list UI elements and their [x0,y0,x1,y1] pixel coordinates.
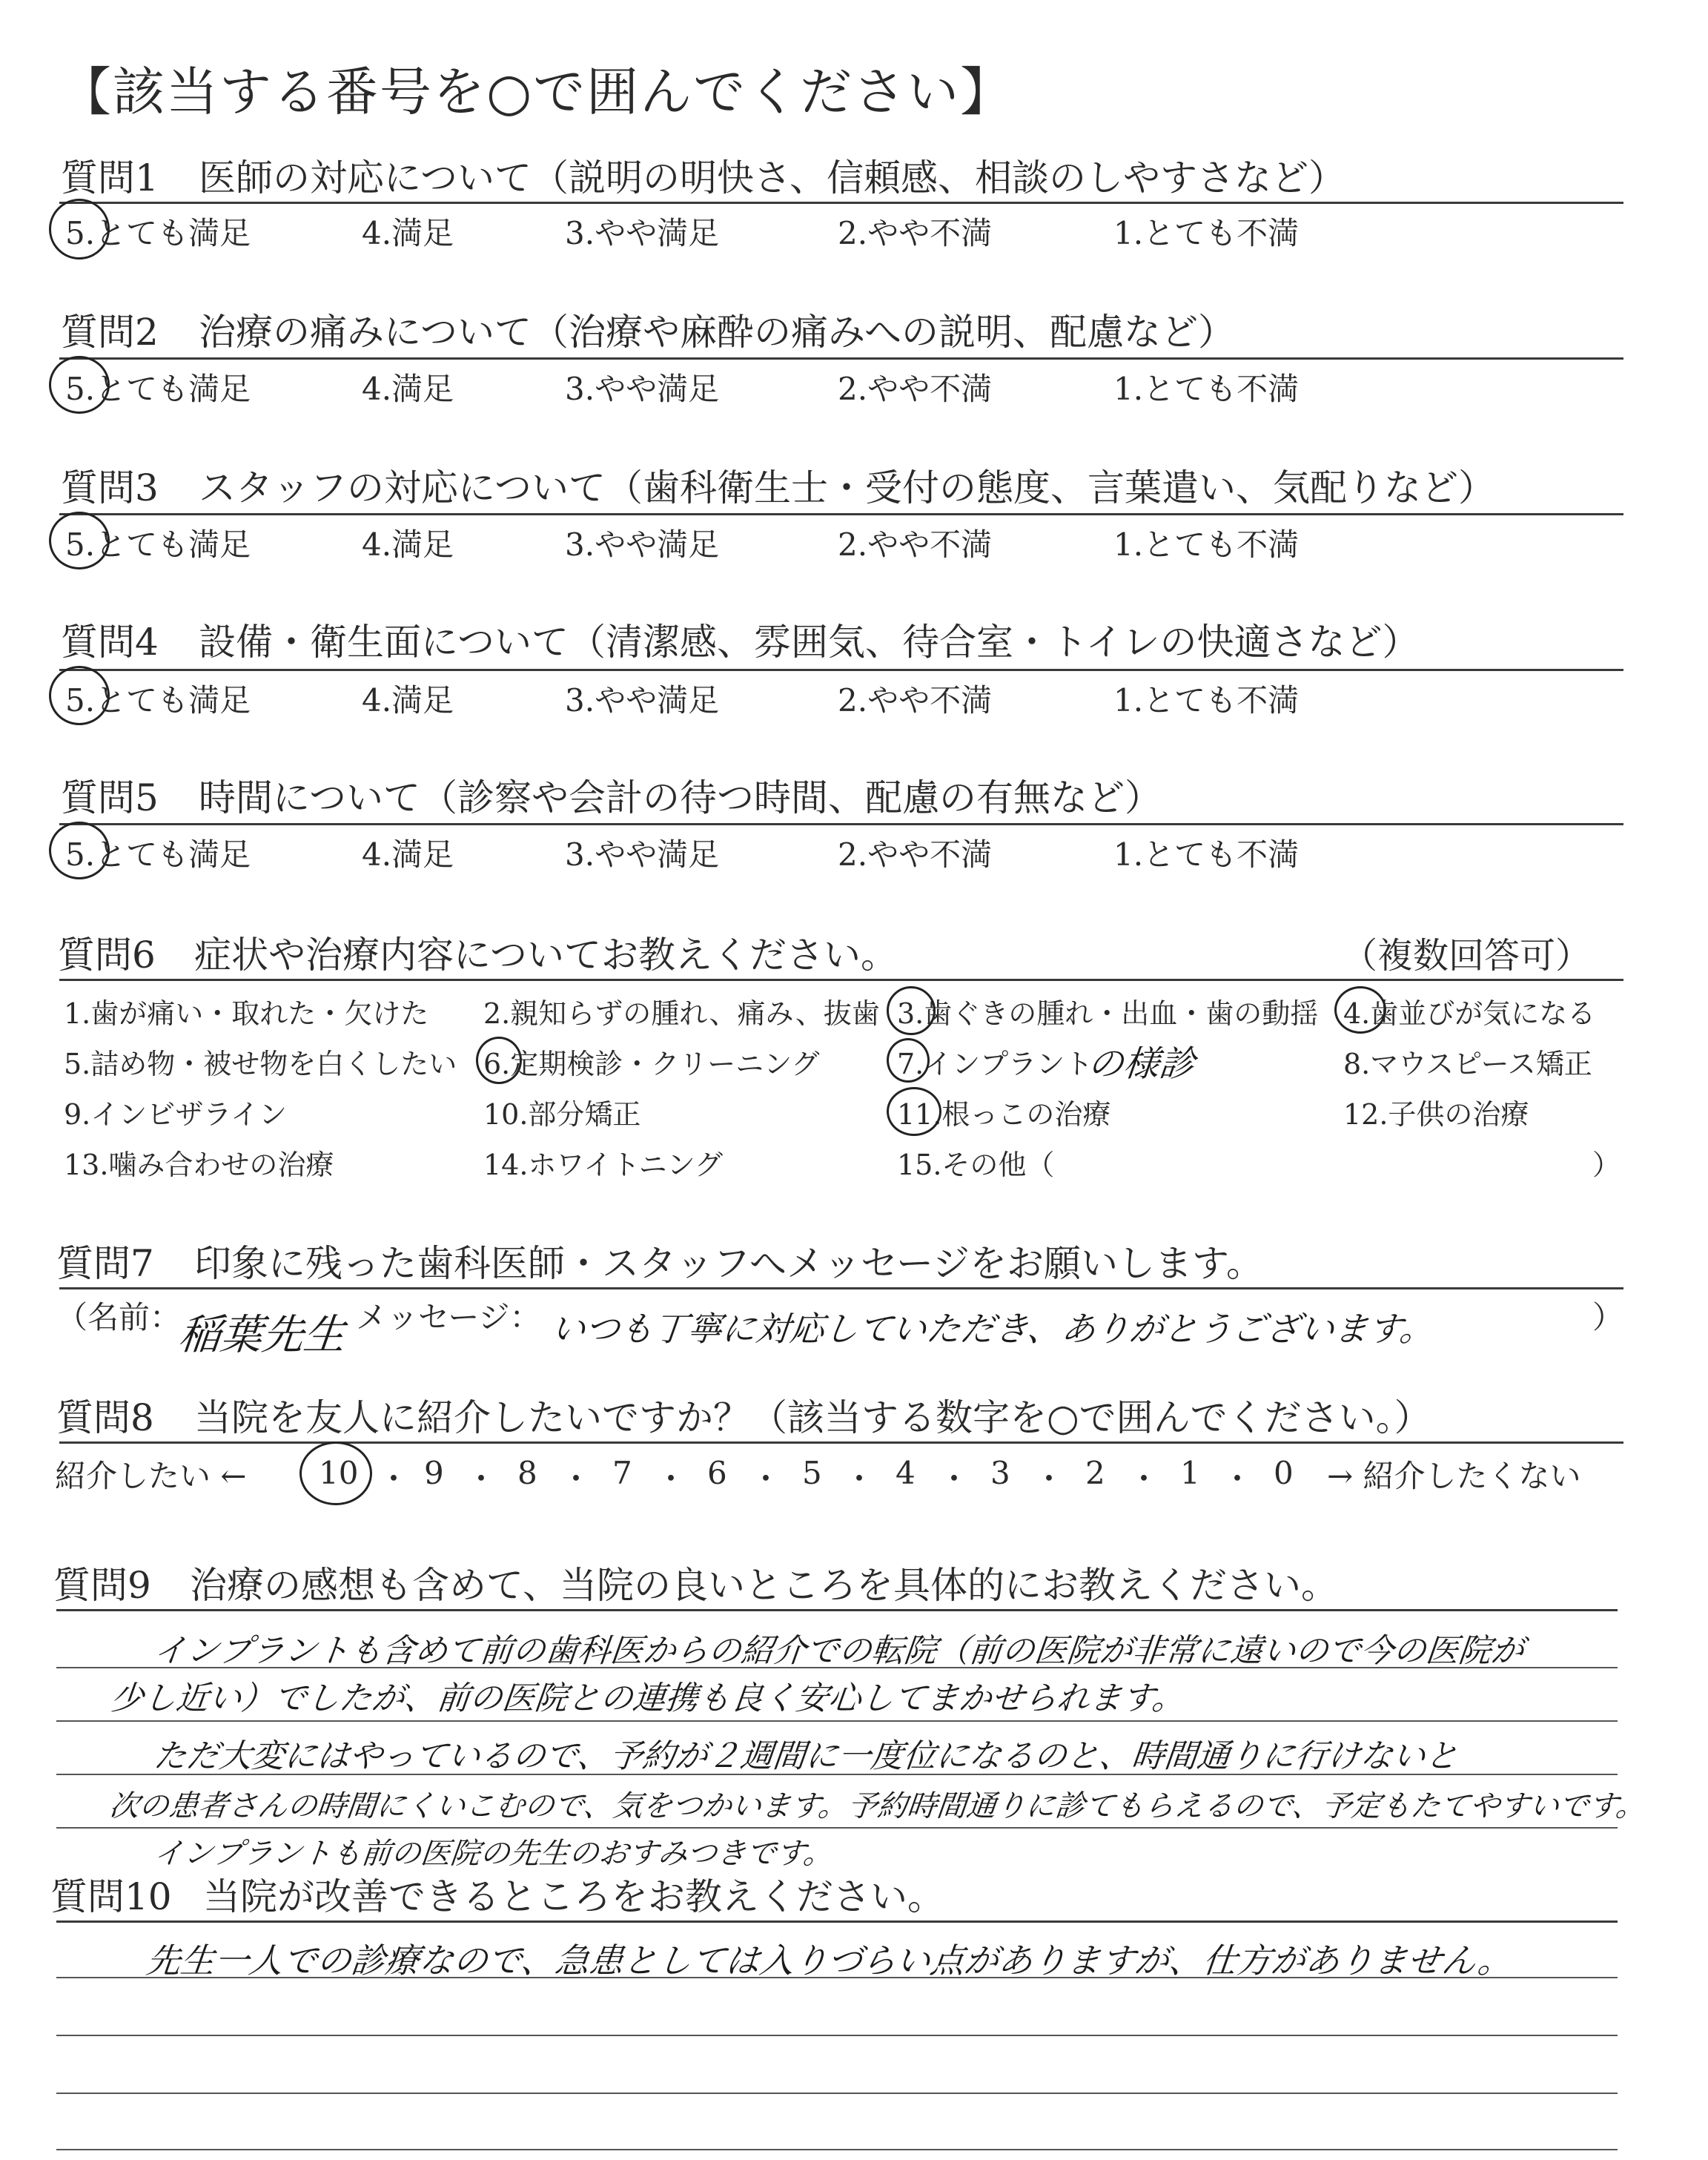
q9-label: 質問9 [53,1564,151,1607]
q7-text: 印象に残った歯科医師・スタッフへメッセージをお願いします。 [194,1242,1263,1285]
q3-selection-circle [49,512,110,569]
q3-option-3[interactable]: 3.やや満足 [565,526,720,563]
q5-option-5[interactable]: 5.とても満足 [65,836,251,873]
q6-option-14[interactable]: 14.ホワイトニング [483,1149,724,1181]
q6-selection-circle-7 [887,1038,930,1083]
q8-separator: ・ [655,1461,687,1497]
q8-selection-circle [299,1441,372,1505]
q10-text: 当院が改善できるところをお教えください。 [203,1875,944,1918]
q3-label: 質問3 [61,466,159,509]
q8-scale-8[interactable]: 8 [517,1455,537,1491]
q8-separator: ・ [378,1461,410,1497]
q8-separator: ・ [939,1461,970,1497]
q8-text: 当院を友人に紹介したいですか？（該当する数字を○で囲んでください。） [194,1396,1431,1439]
q4-selection-circle [49,666,110,725]
q4-option-4[interactable]: 4.満足 [362,682,454,719]
q6-selection-circle-6 [476,1037,522,1084]
q6-option-12[interactable]: 12.子供の治療 [1343,1098,1529,1131]
q8-separator: ・ [1033,1461,1065,1497]
q8-scale-0[interactable]: 0 [1274,1455,1294,1491]
q7-message-label: メッセージ： [356,1299,541,1335]
q8-label: 質問8 [56,1396,154,1439]
q8-scale-3[interactable]: 3 [990,1455,1010,1491]
q5-option-2[interactable]: 2.やや不満 [838,836,993,873]
q7-name-label: （名前： [56,1299,182,1335]
q1-label: 質問1 [61,156,159,199]
q8-scale-9[interactable]: 9 [424,1455,444,1491]
q7-label: 質問7 [56,1242,154,1285]
q8-separator: ・ [466,1461,497,1497]
q4-label: 質問4 [61,621,159,664]
q8-separator: ・ [1222,1461,1254,1497]
q6-option-11[interactable]: 11.根っこの治療 [897,1098,1111,1131]
q5-label: 質問5 [61,776,159,819]
q8-scale-10[interactable]: 10 [319,1455,359,1491]
q6-selection-circle-4 [1334,986,1386,1034]
q10-answer-line-1[interactable]: 先生一人での診療なので、急患としては入りづらい点がありますが、仕方がありません。 [144,1941,1515,1981]
q8-separator: ・ [560,1461,592,1497]
q8-separator: ・ [844,1461,875,1497]
q5-selection-circle [49,822,110,879]
q2-option-4[interactable]: 4.満足 [362,371,454,407]
q6-option-15[interactable]: 15.その他（ [897,1149,1055,1181]
q1-option-3[interactable]: 3.やや満足 [565,215,720,251]
q10-label: 質問10 [50,1875,172,1918]
q6-option-3[interactable]: 3.歯ぐきの腫れ・出血・歯の動揺 [897,997,1319,1030]
page-title: 【該当する番号を○で囲んでください】 [59,62,1014,122]
q2-option-3[interactable]: 3.やや満足 [565,371,720,407]
q6-option-15-close: ） [1592,1149,1621,1181]
q9-answer-line-4[interactable]: 次の患者さんの時間にくいこむので、気をつかいます。予約時間通りに診てもらえるので、予定もたてやすいです。 [107,1789,1648,1823]
q5-option-3[interactable]: 3.やや満足 [565,836,720,873]
q6-note: （複数回答可） [1342,935,1592,977]
q9-text: 治療の感想も含めて、当院の良いところを具体的にお教えください。 [190,1564,1338,1607]
q6-option-8[interactable]: 8.マウスピース矯正 [1343,1048,1592,1080]
q4-option-3[interactable]: 3.やや満足 [565,682,720,719]
q5-text: 時間について（診察や会計の待つ時間、配慮の有無など） [199,776,1162,819]
q8-scale-4[interactable]: 4 [896,1455,916,1491]
q7-name-value[interactable]: 稲葉先生 [176,1311,348,1359]
q5-option-1[interactable]: 1.とても不満 [1113,836,1300,873]
q6-option-7[interactable]: 7.インプラント [897,1048,1093,1080]
q6-option-2[interactable]: 2.親知らずの腫れ、痛み、抜歯 [483,997,880,1030]
q2-text: 治療の痛みについて（治療や麻酔の痛みへの説明、配慮など） [199,311,1235,354]
q4-option-1[interactable]: 1.とても不満 [1113,682,1300,719]
q6-option-4[interactable]: 4.歯並びが気になる [1343,997,1596,1030]
q8-scale-6[interactable]: 6 [707,1455,727,1491]
q7-message-value[interactable]: いつも丁寧に対応していただき、ありがとうございます。 [549,1309,1437,1349]
q1-option-1[interactable]: 1.とても不満 [1113,215,1300,251]
q6-option-1[interactable]: 1.歯が痛い・取れた・欠けた [64,997,429,1030]
q8-scale-5[interactable]: 5 [802,1455,822,1491]
q9-answer-line-1[interactable]: インプラントも含めて前の歯科医からの紹介での転院（前の医院が非常に遠いので今の医院が [151,1632,1526,1670]
q6-selection-circle-11 [887,1087,941,1136]
q8-separator: ・ [750,1461,782,1497]
q6-handwritten-note: の様診 [1085,1043,1197,1085]
q6-option-5[interactable]: 5.詰め物・被せ物を白くしたい [64,1048,457,1080]
q3-option-1[interactable]: 1.とても不満 [1113,526,1300,563]
q4-option-2[interactable]: 2.やや不満 [838,682,993,719]
q5-option-4[interactable]: 4.満足 [362,836,454,873]
q6-option-6[interactable]: 6.定期検診・クリーニング [483,1048,820,1080]
q3-option-5[interactable]: 5.とても満足 [65,526,251,563]
q1-selection-circle [49,199,110,260]
q2-label: 質問2 [61,311,159,354]
q1-text: 医師の対応について（説明の明快さ、信頼感、相談のしやすさなど） [199,156,1345,199]
q6-option-10[interactable]: 10.部分矯正 [483,1098,641,1131]
q6-text: 症状や治療内容についてお教えください。 [194,934,898,977]
q1-option-2[interactable]: 2.やや不満 [838,215,993,251]
q9-answer-line-3[interactable]: ただ大変にはやっているので、予約が２週間に一度位になるのと、時間通りに行けないと [151,1737,1460,1775]
q6-label: 質問6 [58,934,156,977]
q1-option-5[interactable]: 5.とても満足 [65,215,251,251]
q3-text: スタッフの対応について（歯科衛生士・受付の態度、言葉遣い、気配りなど） [199,466,1495,509]
q4-option-5[interactable]: 5.とても満足 [65,682,251,719]
q2-option-2[interactable]: 2.やや不満 [838,371,993,407]
q8-scale-2[interactable]: 2 [1085,1455,1105,1491]
q2-option-5[interactable]: 5.とても満足 [65,371,251,407]
q8-left-label: 紹介したい ← [55,1458,247,1494]
q8-right-label: → 紹介したくない [1327,1458,1581,1494]
q2-selection-circle [49,356,110,414]
q8-scale-1[interactable]: 1 [1180,1455,1200,1491]
q2-option-1[interactable]: 1.とても不満 [1113,371,1300,407]
q6-option-13[interactable]: 13.噛み合わせの治療 [64,1149,334,1181]
q6-option-9[interactable]: 9.インビザライン [64,1098,288,1131]
q9-answer-line-5[interactable]: インプラントも前の医院の先生のおすみつきです。 [152,1837,835,1871]
q3-option-4[interactable]: 4.満足 [362,526,454,563]
q3-option-2[interactable]: 2.やや不満 [838,526,993,563]
q9-answer-line-2[interactable]: 少し近い）でしたが、前の医院との連携も良く安心してまかせられます。 [108,1680,1187,1717]
q6-selection-circle-3 [887,986,936,1035]
q1-option-4[interactable]: 4.満足 [362,215,454,251]
q8-separator: ・ [1128,1461,1160,1497]
q4-text: 設備・衛生面について（清潔感、雰囲気、待合室・トイレの快適さなど） [199,621,1420,664]
q8-scale-7[interactable]: 7 [612,1455,632,1491]
q7-close-paren: ） [1592,1299,1624,1335]
